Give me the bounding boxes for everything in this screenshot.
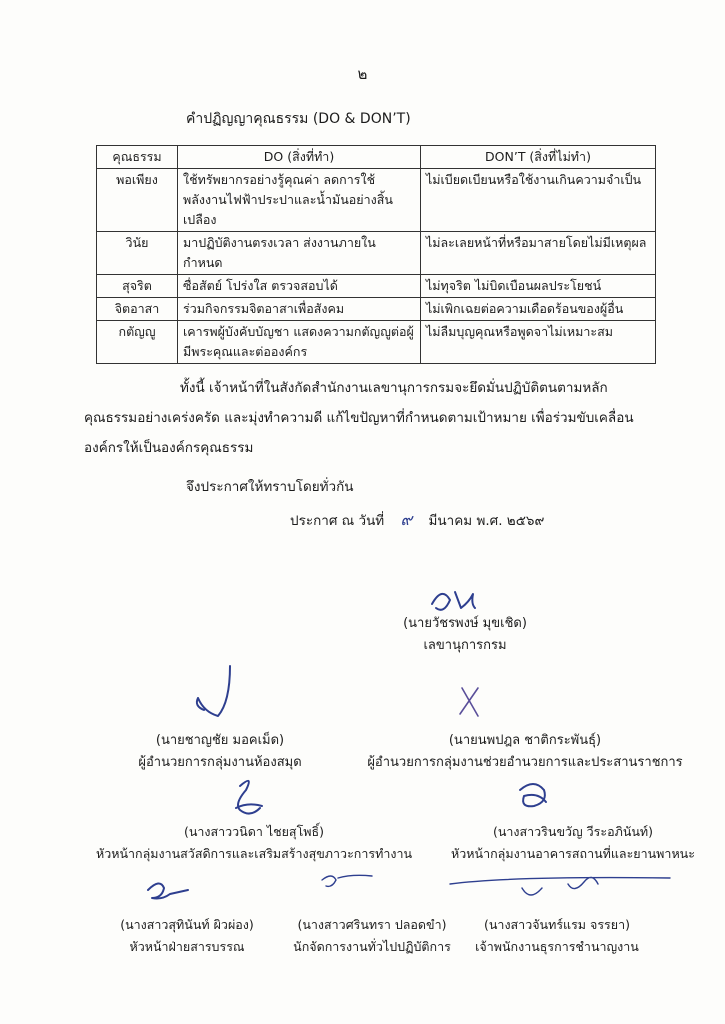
library-name: (นายชาญชัย มอคเม็ด): [155, 733, 285, 748]
secretary-name: (นายวัชรพงษ์ มุขเชิด): [403, 616, 527, 631]
page-number: ๒: [357, 65, 368, 83]
virtue-cell: กตัญญู: [97, 321, 178, 364]
library-title: ผู้อำนวยการกลุ่มงานห้องสมุด: [138, 755, 302, 770]
general-name: (นางสาวศรินทรา ปลอดขำ): [297, 917, 447, 932]
welfare-title: หัวหน้ากลุ่มงานสวัสดิการและเสริมสร้างสุขภาวะการทำงาน: [95, 846, 413, 861]
signatory-secretary: [350, 613, 580, 657]
signatory-records: [92, 914, 282, 958]
date-rest: มีนาคม พ.ศ. ๒๕๖๙: [428, 513, 545, 529]
date-day: ๙: [400, 510, 413, 529]
dont-cell: ไม่เบียดเบียนหรือใช้งานเกินความจำเป็น: [421, 169, 656, 232]
signature-building: [520, 784, 546, 806]
signature-secretary: [432, 592, 475, 610]
do-cell: ใช้ทรัพยากรอย่างรู้คุณค่า ลดการใช้พลังงานไฟฟ้าประปาและน้ำมันอย่างสิ้นเปลือง: [178, 169, 421, 232]
dont-cell: ไม่เพิกเฉยต่อความเดือดร้อนของผู้อื่น: [421, 298, 656, 321]
clerk-name: (นางสาวจันทร์แรม จรรยา): [484, 917, 630, 932]
body-paragraph: ทั้งนี้ เจ้าหน้าที่ในสังกัดสำนักงานเลขานุการกรมจะยึดมั่นปฏิบัติตนตามหลักคุณธรรมอย่างเคร่งครัด และมุ่งทำความดี แก้ไขปัญหาที่กำหนดตามเป้าหมาย เพื่อร่วมขับเคลื่อนองค์กรให้เป็นองค์กรคุณธรรม: [84, 380, 634, 456]
signature-records: [148, 883, 188, 898]
date-prefix: ประกาศ ณ วันที่: [290, 513, 385, 529]
dont-cell: ไม่ทุจริต ไม่บิดเบือนผลประโยชน์: [421, 275, 656, 298]
signature-library: [197, 666, 230, 716]
signatory-clerk: [452, 914, 662, 958]
dont-cell: ไม่ละเลยหน้าที่หรือมาสายโดยไม่มีเหตุผล: [421, 232, 656, 275]
dont-cell: ไม่ลืมบุญคุณหรือพูดจาไม่เหมาะสม: [421, 321, 656, 364]
virtue-cell: สุจริต: [97, 275, 178, 298]
signatory-welfare: [84, 821, 424, 865]
signatory-general: [272, 914, 472, 958]
clerk-title: เจ้าพนักงานธุรการชำนาญงาน: [475, 939, 639, 954]
admin-title: ผู้อำนวยการกลุ่มงานช่วยอำนวยการและประสานราชการ: [367, 755, 683, 770]
signature-clerk: [450, 877, 670, 895]
records-title: หัวหน้าฝ่ายสารบรรณ: [129, 939, 245, 954]
do-cell: ร่วมกิจกรรมจิตอาสาเพื่อสังคม: [178, 298, 421, 321]
signatory-building: [428, 821, 718, 865]
secretary-title: เลขานุการกรม: [423, 638, 507, 653]
announcement: จึงประกาศให้ทราบโดยทั่วกัน: [186, 479, 354, 495]
do-cell: มาปฏิบัติงานตรงเวลา ส่งงานภายในกำหนด: [178, 232, 421, 275]
virtue-cell: วินัย: [97, 232, 178, 275]
building-title: หัวหน้ากลุ่มงานอาคารสถานที่และยานพาหนะ: [451, 846, 695, 861]
table-title: คำปฏิญญาคุณธรรม (DO & DON’T): [186, 111, 411, 127]
header-dont: DON’T (สิ่งที่ไม่ทำ): [421, 146, 656, 169]
header-do: DO (สิ่งที่ทำ): [178, 146, 421, 169]
signature-welfare: [236, 781, 262, 814]
do-cell: ซื่อสัตย์ โปร่งใส ตรวจสอบได้: [178, 275, 421, 298]
signature-general: [322, 875, 372, 886]
signature-admin: [460, 688, 478, 716]
general-title: นักจัดการงานทั่วไปปฏิบัติการ: [293, 939, 451, 954]
do-cell: เคารพผู้บังคับบัญชา แสดงความกตัญญูต่อผู้มีพระคุณและต่อองค์กร: [178, 321, 421, 364]
welfare-name: (นางสาววนิดา ไชยสุโพธิ์): [183, 824, 325, 839]
header-virtue: คุณธรรม: [97, 146, 178, 169]
virtue-cell: พอเพียง: [97, 169, 178, 232]
building-name: (นางสาวรินขวัญ วีระอภินันท์): [492, 824, 654, 839]
signatory-admin: [355, 730, 695, 774]
records-name: (นางสาวสุทินันท์ ผิวผ่อง): [120, 917, 254, 932]
signatory-library: [80, 730, 360, 774]
virtue-cell: จิตอาสา: [97, 298, 178, 321]
admin-name: (นายนพปฎล ชาติกระพันธุ์): [448, 733, 602, 748]
